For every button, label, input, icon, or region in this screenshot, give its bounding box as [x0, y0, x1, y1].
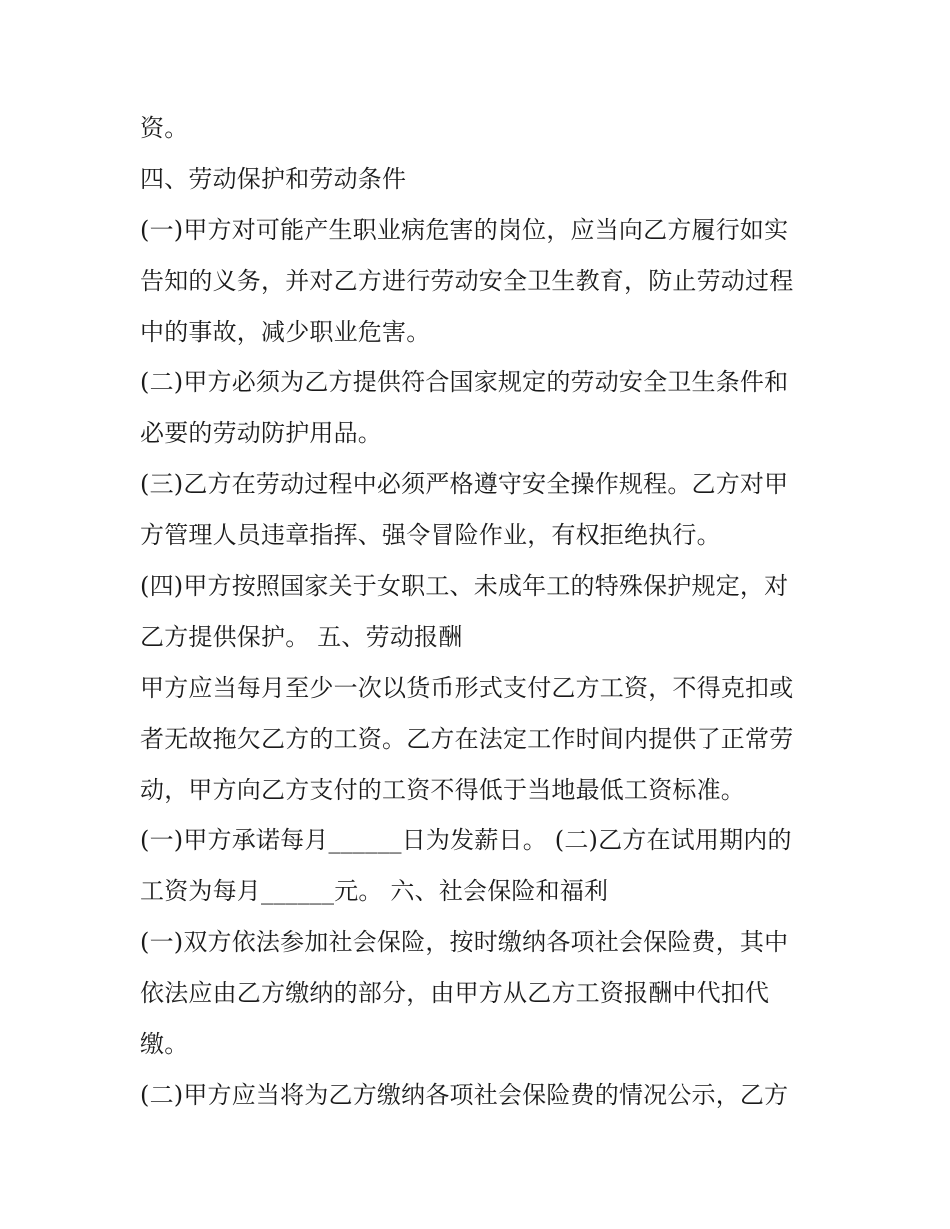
text-line: (一)甲方承诺每月______日为发薪日。 (二)乙方在试用期内的 — [140, 826, 792, 855]
text-line: (三)乙方在劳动过程中必须严格遵守安全操作规程。乙方对甲 — [140, 470, 789, 499]
text-line: 依法应由乙方缴纳的部分，由甲方从乙方工资报酬中代扣代 — [140, 979, 770, 1008]
text-line: 必要的劳动防护用品。 — [140, 419, 382, 448]
section-heading: 四、劳动保护和劳动条件 — [140, 164, 407, 193]
text-line: (四)甲方按照国家关于女职工、未成年工的特殊保护规定，对 — [140, 572, 789, 601]
text-line: 资。 — [140, 114, 189, 142]
text-line: (一)双方依法参加社会保险，按时缴纳各项社会保险费，其中 — [140, 928, 789, 957]
text-line: (一)甲方对可能产生职业病危害的岗位，应当向乙方履行如实 — [140, 215, 789, 244]
text-line: 甲方应当每月至少一次以货币形式支付乙方工资，不得克扣或 — [140, 673, 794, 702]
text-line: 动，甲方向乙方支付的工资不得低于当地最低工资标准。 — [140, 775, 745, 804]
text-line: 方管理人员违章指挥、强令冒险作业，有权拒绝执行。 — [140, 521, 721, 550]
text-line: 缴。 — [140, 1030, 189, 1059]
text-line: 乙方提供保护。 五、劳动报酬 — [140, 622, 463, 651]
text-line: (二)甲方应当将为乙方缴纳各项社会保险费的情况公示，乙方 — [140, 1080, 789, 1109]
text-line: 告知的义务，并对乙方进行劳动安全卫生教育，防止劳动过程 — [140, 266, 794, 295]
text-line: (二)甲方必须为乙方提供符合国家规定的劳动安全卫生条件和 — [140, 368, 789, 397]
text-line: 中的事故，减少职业危害。 — [140, 317, 431, 346]
document-body — [140, 106, 820, 1124]
text-line: 者无故拖欠乙方的工资。乙方在法定工作时间内提供了正常劳 — [140, 724, 794, 753]
text-line: 工资为每月______元。 六、社会保险和福利 — [140, 877, 609, 906]
